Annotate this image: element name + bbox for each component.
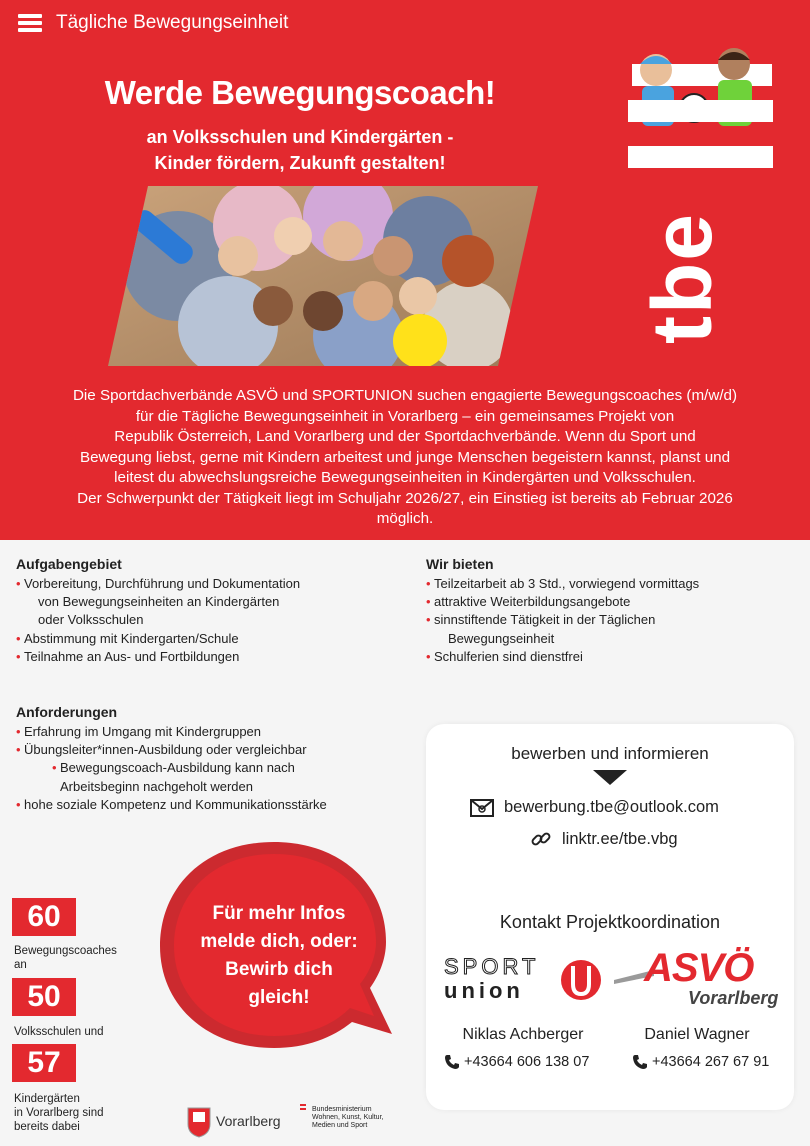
children-photo [108, 186, 538, 366]
austria-flag-icon [18, 14, 42, 32]
email-link[interactable] [470, 798, 719, 817]
intro-line: Die Sportdachverbände ASVÖ und SPORTUNION suchen engagierte Bewegungscoaches (m/w/d) [72, 387, 738, 404]
vorarlberg-coat-of-arms-icon [186, 1106, 212, 1138]
stat-label-line: an [14, 959, 27, 971]
bubble-line: melde dich, oder: [200, 931, 358, 952]
intro-text [14, 386, 796, 530]
contact-person-2: Daniel Wagner [644, 1026, 750, 1043]
page-title: Werde Bewegungscoach! [104, 74, 496, 111]
ministry-line: Wohnen, Kunst, Kultur, [312, 1114, 384, 1121]
phone-icon [444, 1054, 460, 1070]
email-text[interactable]: bewerbung.tbe@outlook.com [504, 798, 719, 816]
list-item: oder Volksschulen [38, 612, 144, 628]
requirements-list [16, 723, 416, 814]
subtitle-line: an Volksschulen und Kindergärten - [146, 127, 454, 147]
offer-list [426, 575, 796, 666]
stat-value: 57 [12, 1044, 76, 1082]
contact-heading: Kontakt Projektkoordination [499, 912, 721, 932]
stat-label [14, 1092, 104, 1134]
ministry-line: Bundesministerium [312, 1106, 372, 1113]
ministry-logo [300, 1104, 410, 1140]
list-item: • Vorbereitung, Durchführung und Dokumentation [16, 575, 406, 593]
bubble-line: gleich! [248, 987, 310, 1008]
hero-banner [0, 0, 810, 540]
stat-label-line: Volksschulen und [14, 1026, 104, 1038]
ministry-line: Medien und Sport [312, 1122, 368, 1129]
intro-line: leitest du abwechslungsreiche Bewegungseinheiten in Kindergärten und Volksschulen. [114, 469, 696, 486]
stat-label [14, 944, 117, 972]
list-item: • Übungsleiter*innen-Ausbildung oder vergleichbar [16, 741, 416, 759]
intro-line: Bewegung liebst, gerne mit Kindern arbeitest und junge Menschen begeistern kannst, planst und [79, 448, 731, 466]
list-item: • hohe soziale Kompetenz und Kommunikationsstärke [16, 796, 416, 814]
mail-icon [470, 799, 494, 817]
tbe-logo-text: tbe [635, 212, 729, 344]
list-item: • Teilnahme an Aus- und Fortbildungen [16, 648, 406, 666]
offer-section [426, 556, 796, 666]
sportunion-logo-top: SPORT [444, 954, 540, 979]
list-item: Arbeitsbeginn nachgeholt werden [60, 778, 253, 794]
stat-label-line: in Vorarlberg sind [14, 1107, 104, 1119]
vorarlberg-logo-text: Vorarlberg [216, 1113, 281, 1129]
tbe-logo [628, 48, 778, 368]
contact-card [426, 724, 794, 1110]
list-item: • Abstimmung mit Kindergarten/Schule [16, 630, 406, 648]
phone-link-2[interactable] [632, 1054, 769, 1070]
logo-stripe [628, 146, 773, 168]
linktree-link[interactable] [530, 828, 678, 850]
list-item: • sinnstiftende Tätigkeit in der Täglichen [426, 611, 796, 629]
subtitle-line: Kinder fördern, Zukunft gestalten! [154, 153, 446, 173]
phone-link-1[interactable] [444, 1054, 589, 1070]
intro-line: Der Schwerpunkt der Tätigkeit liegt im Schuljahr 2026/27, ein Einstieg ist bereits ab Februar 2026 [77, 489, 733, 507]
brand-header [18, 12, 288, 34]
austria-flag-icon [300, 1104, 306, 1110]
offer-title: Wir bieten [426, 556, 494, 572]
vorarlberg-logo [186, 1106, 296, 1138]
sportunion-emblem-icon [560, 956, 602, 1004]
stat-label-line: bereits dabei [14, 1121, 80, 1133]
brand-title: Tägliche Bewegungseinheit [56, 12, 289, 33]
link-icon [530, 828, 552, 850]
stat-label-line: Bewegungscoaches [14, 945, 117, 957]
tasks-section [16, 556, 406, 666]
tasks-title: Aufgabengebiet [16, 556, 122, 572]
requirements-section [16, 704, 416, 814]
contact-person-1: Niklas Achberger [462, 1026, 584, 1043]
logo-stripe [628, 100, 773, 122]
page-subtitle [40, 124, 560, 176]
stat-label-line: Kindergärten [14, 1093, 80, 1105]
list-item: • Erfahrung im Umgang mit Kindergruppen [16, 723, 416, 741]
list-item: • Bewegungscoach-Ausbildung kann nach [16, 759, 416, 777]
bubble-text [174, 900, 384, 1012]
arrow-down-icon [593, 770, 627, 785]
asvo-logo-subtext: Vorarlberg [688, 988, 779, 1008]
apply-heading: bewerben und informieren [511, 744, 709, 763]
kids-cheering-image [614, 42, 778, 142]
sportunion-logo-bottom: union [444, 978, 524, 1003]
list-item: • attraktive Weiterbildungsangebote [426, 593, 796, 611]
requirements-title: Anforderungen [16, 704, 118, 720]
asvo-logo-text: ASVÖ [644, 946, 754, 990]
intro-line: Republik Österreich, Land Vorarlberg und der Sportdachverbände. Wenn du Sport und [114, 428, 696, 445]
list-item: Bewegungseinheit [448, 630, 555, 646]
phone-icon [632, 1054, 648, 1070]
stat-value: 60 [12, 898, 76, 936]
sportunion-logo [442, 952, 602, 1008]
intro-line: für die Tägliche Bewegungseinheit in Vorarlberg – ein gemeinsames Projekt von [135, 407, 675, 425]
asvo-logo [614, 946, 782, 1012]
tasks-list [16, 575, 406, 666]
intro-line: möglich. [376, 510, 434, 527]
bubble-line: Bewirb dich [225, 959, 333, 980]
phone-number[interactable]: +43664 267 67 91 [652, 1054, 770, 1070]
link-text[interactable]: linktr.ee/tbe.vbg [562, 829, 678, 848]
stat-value: 50 [12, 978, 76, 1016]
stat-label [14, 1025, 104, 1039]
phone-number[interactable]: +43664 606 138 07 [464, 1054, 590, 1070]
bubble-line: Für mehr Infos [212, 903, 346, 924]
list-item: • Teilzeitarbeit ab 3 Std., vorwiegend vormittags [426, 575, 796, 593]
list-item: von Bewegungseinheiten an Kindergärten [38, 594, 280, 610]
list-item: • Schulferien sind dienstfrei [426, 648, 796, 666]
